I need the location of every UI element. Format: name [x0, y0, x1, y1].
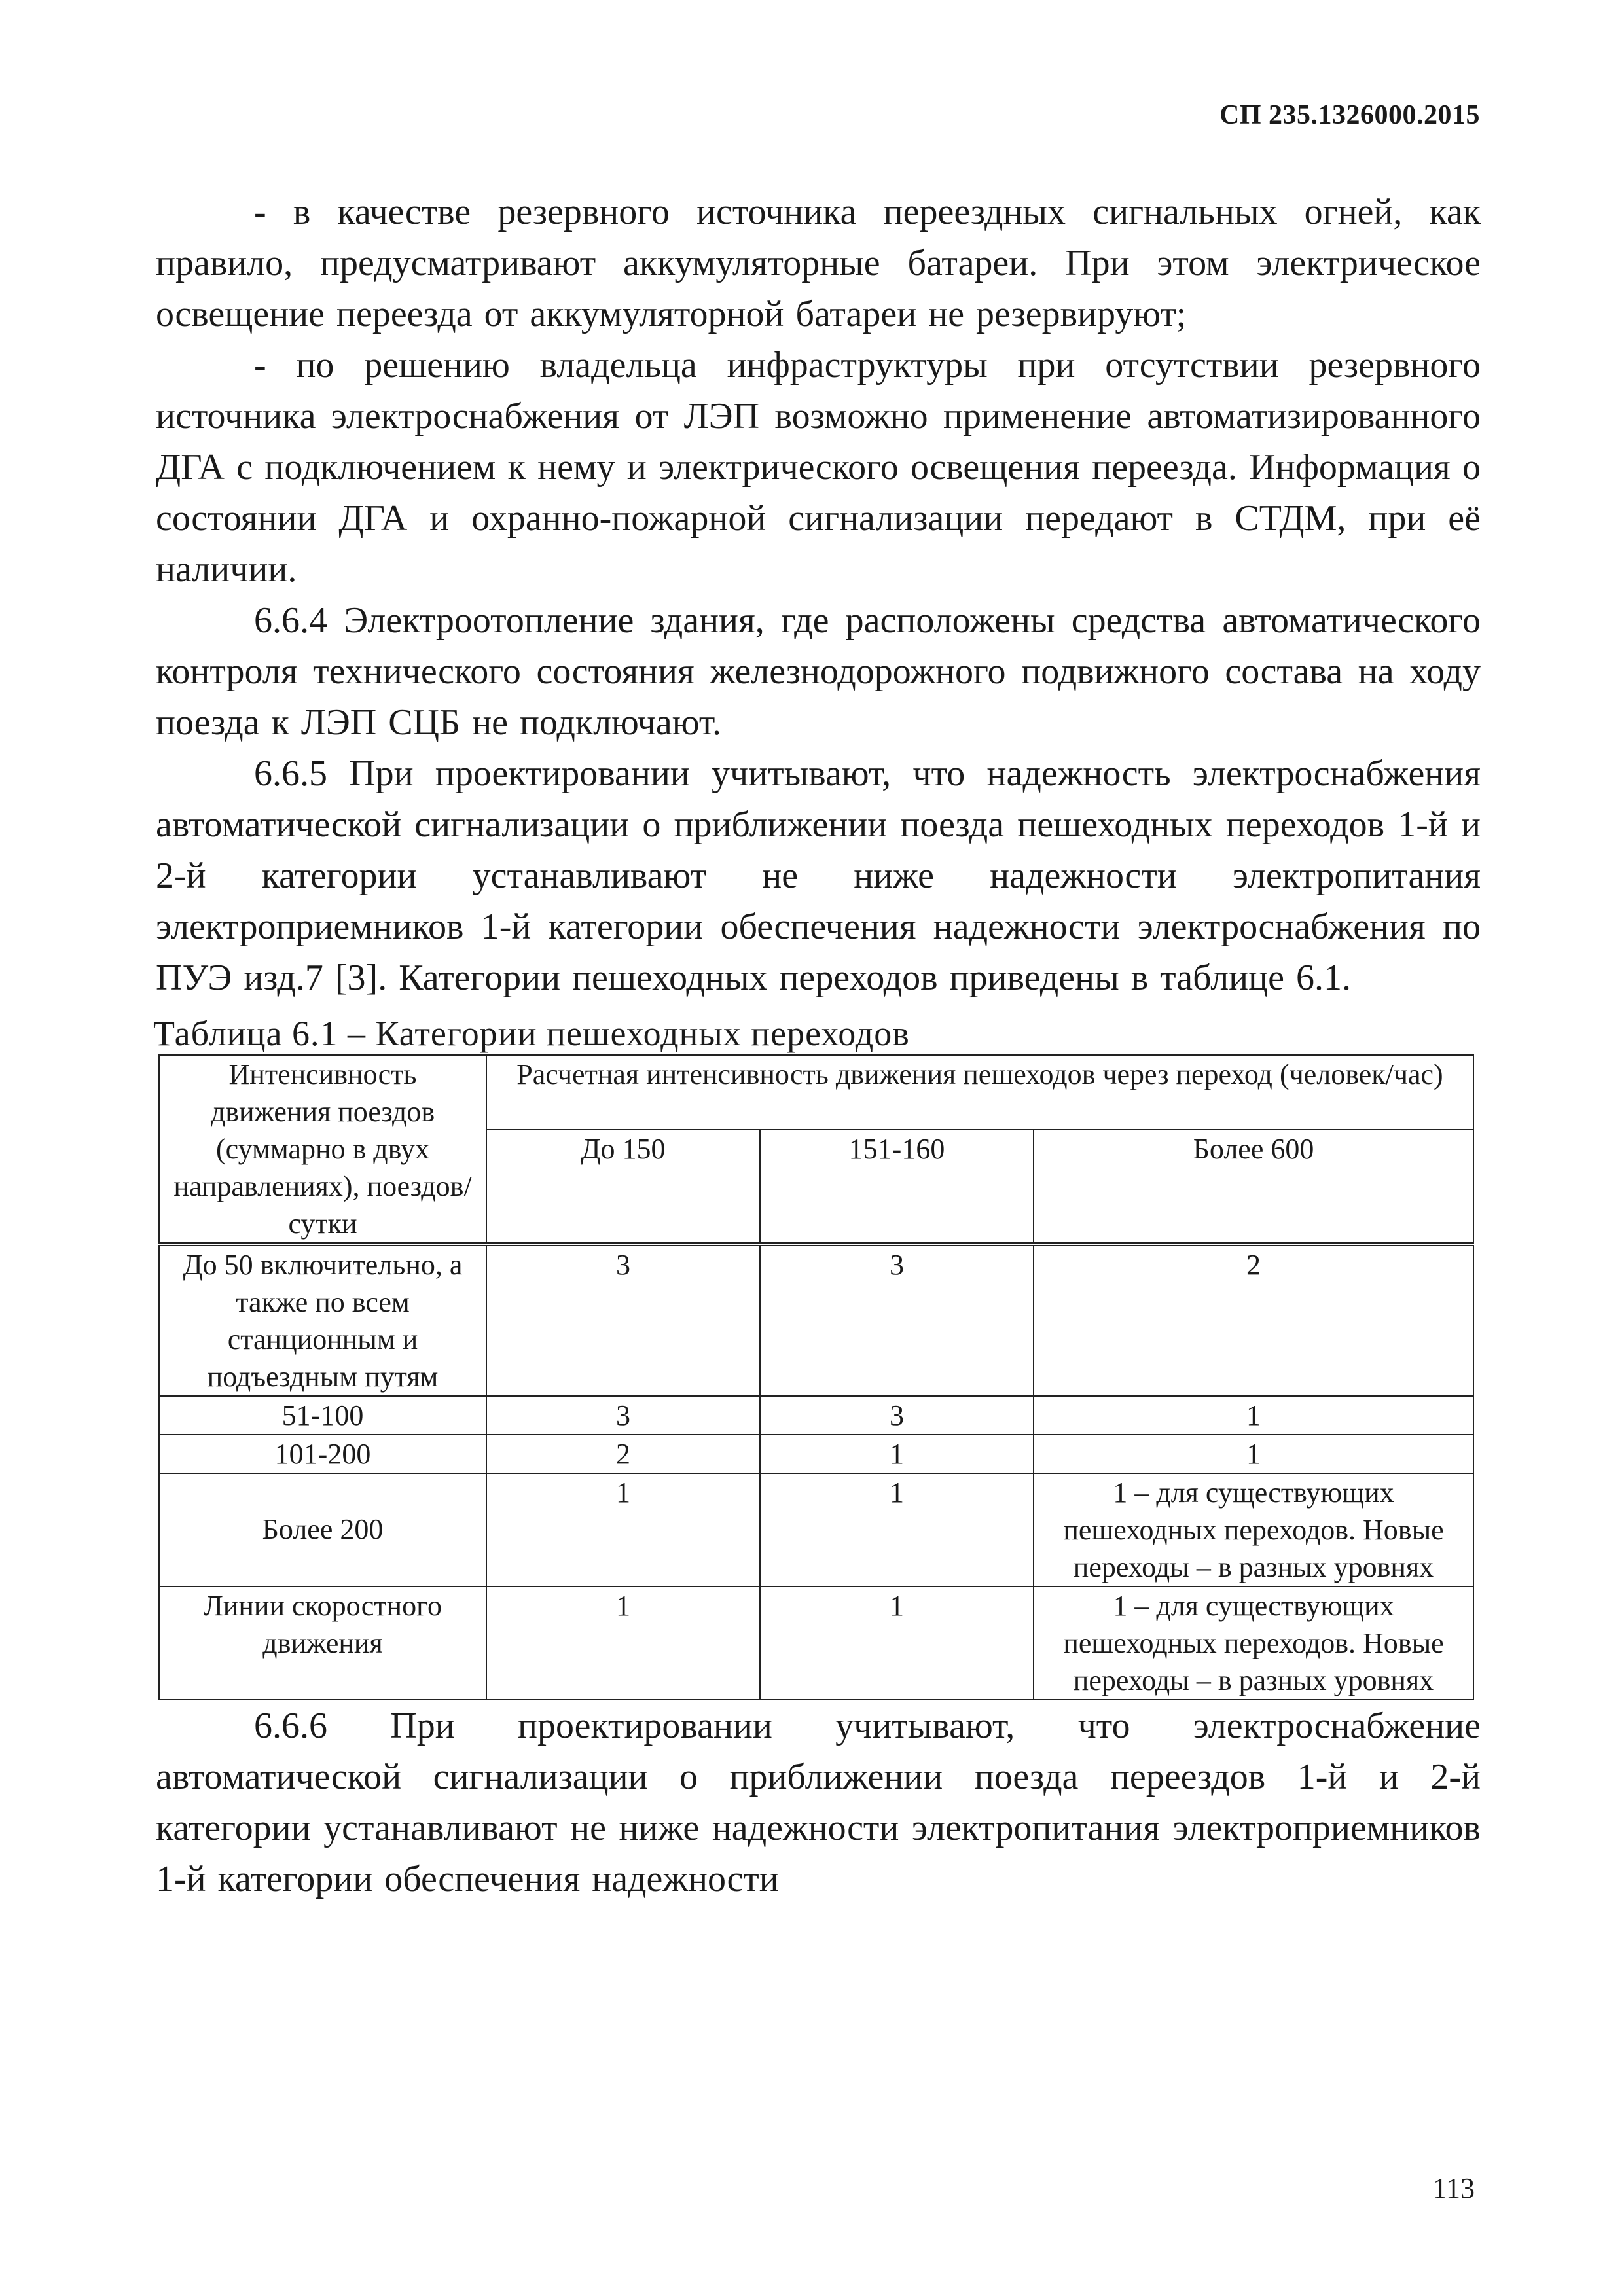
- column-header: Более 600: [1034, 1130, 1473, 1244]
- table-cell: 1: [486, 1587, 760, 1700]
- paragraph-owner-decision: - по решению владельца инфраструктуры при отсутствии резервного источника электроснабжения от ЛЭП возможно применение автоматизированного ДГА с подключением к нему и электрического освещения переезда. Информация о состоянии ДГА и охранно-пожарной сигнализации передают в СТДМ, при её наличии.: [156, 345, 1481, 590]
- page-number: 113: [1432, 2172, 1475, 2204]
- table-cell: 1: [486, 1473, 760, 1587]
- paragraph-6-6-6: 6.6.6 При проектировании учитывают, что электроснабжение автоматической сигнализации о приближении поезда переездов 1-й и 2-й категории устанавливают не ниже надежности электропитания электроприемников 1-й категории обеспечения надежности: [156, 1706, 1481, 1899]
- table-cell: 3: [486, 1244, 760, 1396]
- table-cell: 3: [760, 1396, 1034, 1435]
- row-label: 101-200: [159, 1435, 486, 1473]
- pedestrian-crossing-categories-table: [158, 1054, 1474, 1700]
- table-cell: 1 – для существующих пешеходных переходов. Новые переходы – в разных уровнях: [1034, 1587, 1473, 1700]
- row-label: 51-100: [159, 1396, 486, 1435]
- table-row: [159, 1473, 1473, 1587]
- table-cell: 1: [760, 1587, 1034, 1700]
- table-cell: 1: [760, 1435, 1034, 1473]
- table-cell: 2: [486, 1435, 760, 1473]
- column-header: 151-160: [760, 1130, 1034, 1244]
- table-cell: 1 – для существующих пешеходных переходов. Новые переходы – в разных уровнях: [1034, 1473, 1473, 1587]
- row-label: До 50 включительно, а также по всем станционным и подъездным путям: [159, 1244, 486, 1396]
- table-row: [159, 1587, 1473, 1700]
- table-cell: 1: [760, 1473, 1034, 1587]
- table-row: [159, 1396, 1473, 1435]
- table-cell: 3: [486, 1396, 760, 1435]
- row-label: Линии скоростного движения: [159, 1587, 486, 1700]
- table-caption: Таблица 6.1 – Категории пешеходных переходов: [153, 1014, 910, 1053]
- paragraph-reserve-source: - в качестве резервного источника переездных сигнальных огней, как правило, предусматривают аккумуляторные батареи. При этом электрическое освещение переезда от аккумуляторной батареи не резервируют;: [156, 192, 1481, 334]
- table-cell: 2: [1034, 1244, 1473, 1396]
- table-cell: 1: [1034, 1435, 1473, 1473]
- document-code: СП 235.1326000.2015: [1219, 100, 1480, 130]
- page-content: [153, 187, 1481, 1905]
- paragraph-6-6-4: 6.6.4 Электроотопление здания, где расположены средства автоматического контроля технического состояния железнодорожного подвижного состава на ходу поезда к ЛЭП СЦБ не подключают.: [156, 600, 1481, 743]
- column-header: До 150: [486, 1130, 760, 1244]
- paragraph-6-6-5: 6.6.5 При проектировании учитывают, что надежность электроснабжения автоматической сигнализации о приближении поезда пешеходных переходов 1-й и 2-й категории устанавливают не ниже надежности электропитания электроприемников 1-й категории обеспечения надежности электроснабжения по ПУЭ изд.7 [3]. Категории пешеходных переходов приведены в таблице 6.1.: [156, 753, 1481, 998]
- table-row: [159, 1244, 1473, 1396]
- table-row: [159, 1435, 1473, 1473]
- table-header-row: [159, 1055, 1473, 1130]
- row-header-cell: Интенсивность движения поездов (суммарно в двух направлениях), поездов/сутки: [159, 1055, 486, 1244]
- group-header-cell: Расчетная интенсивность движения пешеходов через переход (человек/час): [486, 1055, 1473, 1130]
- row-label: Более 200: [159, 1473, 486, 1587]
- table-cell: 3: [760, 1244, 1034, 1396]
- table-cell: 1: [1034, 1396, 1473, 1435]
